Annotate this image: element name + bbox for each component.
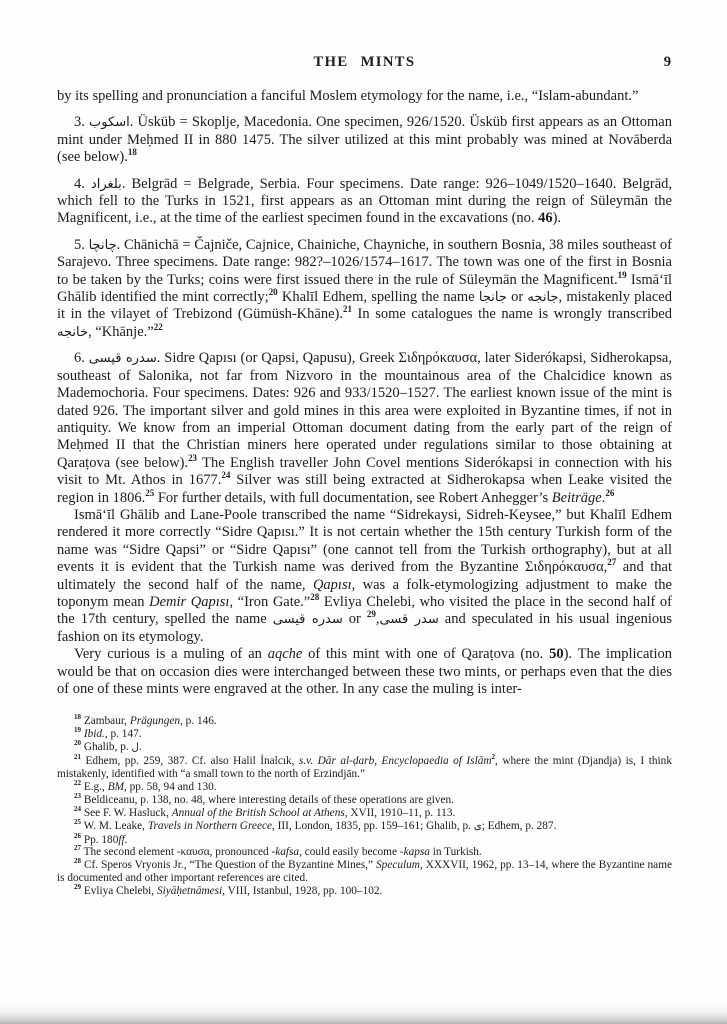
text-run: Annual of the British School at Athens	[171, 806, 345, 819]
arabic-text: سدر قسی	[379, 612, 439, 628]
text-run: Ghalib, p.	[83, 741, 132, 754]
text-run: E.g.,	[83, 780, 108, 793]
arabic-text: سدره قیسی	[272, 612, 343, 628]
footnote-number: 21	[74, 753, 81, 762]
footnote-number: 29	[74, 883, 81, 892]
page-number: 9	[663, 54, 671, 70]
footnote-number: 23	[74, 792, 81, 801]
text-run: . Üsküb = Skoplje, Macedonia. One specimen, 926/1520. Üsküb first appears as an Ottoman mint under Meḥmed II in 880 1475. The silver utilized at this mint probably was mined at Novāberda (see below).	[57, 114, 672, 166]
footnote-number: 24	[74, 804, 81, 813]
text-run: , mistakenly placed it in the vilayet of Trebizond (Gümüsh-Khāne).	[57, 289, 672, 323]
text-run: ).	[552, 210, 562, 227]
arabic-text: ى	[473, 820, 482, 832]
footnote	[57, 728, 672, 741]
text-run: Evliya Chelebi, who visited the place in the second half of the 17th century, spelled the name	[57, 593, 672, 628]
footnote-ref: 2	[491, 753, 496, 762]
text-run: 6.	[74, 350, 89, 367]
paragraph	[57, 646, 672, 698]
paragraph	[57, 176, 672, 228]
footnote-ref: 21	[342, 304, 352, 315]
footnotes	[57, 715, 672, 898]
text-run: , could easily become -	[299, 846, 404, 859]
arabic-text: بلغراد	[90, 176, 122, 192]
text-run: or	[506, 289, 528, 306]
text-run: Khalīl Edhem, spelling the name	[277, 289, 479, 306]
text-run: Ismā‘īl Ghālib identified the mint correctly;	[57, 271, 673, 306]
footnote	[57, 741, 672, 755]
footnote-number: 18	[74, 713, 81, 722]
text-run: , “Khānje.”	[88, 323, 154, 340]
text-run: , where the mint (Djandja) is, I think mistakenly, identified with “a small town to the north of Erzindjān.”	[57, 755, 672, 781]
footnote	[57, 885, 672, 898]
text-run: See F. W. Hasluck,	[83, 806, 172, 819]
text-run: Pp. 180	[83, 833, 119, 846]
text-run: Ibid.	[83, 728, 105, 741]
footnote-number: 25	[74, 817, 81, 826]
footnote	[57, 755, 672, 781]
footnote	[57, 831, 672, 847]
footnote-number: 26	[74, 831, 81, 840]
text-run: kafsa	[275, 846, 300, 859]
text-run: W. M. Leake,	[83, 819, 148, 832]
running-title: THE MINTS	[313, 54, 416, 70]
text-run: 4.	[74, 175, 91, 192]
paragraph	[57, 88, 672, 105]
footnote	[57, 781, 672, 794]
text-run: Evliya Chelebi,	[83, 885, 157, 898]
scan-shadow	[0, 1004, 727, 1024]
text-run: . Belgrād = Belgrade, Serbia. Four specimens. Date range: 926–1049/1520–1640. Belgrād, which fell to the Turks in 1521, first appears as an Ottoman mint during the reign of Süleymān the Magnificent, i.e., at the time of the earliest specimen found in the excavations (no.	[57, 175, 673, 227]
footnote	[57, 794, 672, 807]
running-header	[57, 54, 672, 72]
paragraph	[57, 237, 672, 341]
text-run: . Chānichā = Čajniče, Cajnice, Chainiche, Chayniche, in southern Bosnia, 38 miles southeast of Sarajevo. Three specimens. Date range: 982?–1026/1574–1617. The town was one of the first in Bosnia to be taken by the Turks; coins were first issued there in the rule of Süleymān the Magnificent.	[57, 236, 673, 288]
footnote	[57, 859, 672, 885]
text-run: , p. 146.	[180, 715, 217, 728]
text-run: Prägungen	[129, 715, 181, 728]
footnote	[57, 817, 672, 834]
text-run: ; Edhem, p. 287.	[481, 819, 557, 832]
text-run: .	[601, 489, 606, 506]
text-run: and that ultimately the second half of the name,	[57, 559, 672, 593]
text-run: For further details, with full documentation, see Robert Anhegger’s	[154, 489, 552, 506]
footnote	[57, 846, 672, 859]
text-run: Ismā‘īl Ghālib and Lane-Poole transcribed the name “Sidrekaysi, Sidreh-Keysee,” but Khalīl Edhem rendered it more correctly “Sidre Qapısı.” It is not certain whether the 15th century Turkish form of the name was “Sidre Qapsi” or “Sidre Qapısı” (one cannot tell from the Turkish orthography), but at all events it is evident that the Turkish name was derived from the Byzantine Σιδηρόκαυσα,	[57, 506, 672, 576]
footnote-ref: 22	[153, 322, 163, 333]
footnote-ref: 18	[127, 147, 137, 158]
footnote-number: 22	[74, 779, 81, 788]
text-run: 46	[538, 210, 553, 227]
text-run: ,	[375, 611, 380, 628]
text-run: , XVII, 1910–11, p. 113.	[344, 806, 456, 819]
text-run: Encyclopaedia of Islām	[381, 755, 492, 768]
footnote-ref: 20	[268, 287, 278, 298]
text-run: In some catalogues the name is wrongly transcribed	[351, 306, 672, 323]
text-run: or	[342, 611, 367, 628]
text-run: , VIII, Istanbul, 1928, pp. 100–102.	[222, 885, 383, 898]
footnote-number: 20	[74, 739, 81, 748]
text-run: 50	[549, 646, 564, 663]
text-run: , III, London, 1835, pp. 159–161; Ghalib, p.	[272, 819, 474, 832]
text-run: kapsa	[403, 846, 430, 859]
text-run: , pp. 58, 94 and 130.	[124, 780, 217, 793]
text-run: . Sidre Qapısı (or Qapsi, Qapusu), Greek Σιδηρόκαυσα, later Siderókapsi, Sidherokapsa, southeast of Salonika, not far from Nizvoro in the mountainous area of the Chalcidice known as Mademochoria. Four specimens. Dates: 926 and 933/1520–1527. The earliest known issue of the mint is dated 926. The important silver and gold mines in this area were exploited in Byzantine times, if not in antiquity. We know from an imperial Ottoman document dating from the early part of the reign of Meḥmed II that the Christian miners here operated under regulations similar to those obtaining at Qaraṭova (see below).	[57, 350, 672, 471]
text-run: Zambaur,	[83, 715, 130, 728]
text-run: ). The implication would be that on occasion dies were interchanged between these two mints, or perhaps even that the dies of one of these mints were engraved at the other. In any case the muling is inter-	[57, 646, 672, 697]
text-run: Edhem, pp. 259, 387. Cf. also Halil İnalcık,	[85, 755, 299, 768]
footnote-number: 27	[74, 844, 81, 853]
body-text	[57, 88, 672, 698]
text-run: , XXXVII, 1962, pp. 13–14, where the Byzantine name is documented and other important references are cited.	[57, 859, 672, 885]
text-run: ff	[118, 833, 125, 846]
text-run: of this mint with one of Qaraṭova (no.	[302, 646, 550, 663]
text-run: The second element -καυσα, pronounced -	[83, 846, 276, 859]
text-run: Beiträge	[551, 489, 602, 506]
footnote-number: 28	[74, 857, 81, 866]
arabic-text: جانجا	[478, 290, 507, 306]
footnote-ref: 24	[221, 470, 231, 481]
footnote	[57, 715, 672, 728]
text-run: and speculated in his usual ingenious fashion on its etymology.	[57, 611, 672, 645]
text-run: 3.	[74, 114, 89, 131]
footnote-ref: 29	[366, 609, 376, 620]
text-run: by its spelling and pronunciation a fanciful Moslem etymology for the name, i.e., “Islam-abundant.”	[57, 88, 639, 104]
arabic-text: اسكوب	[89, 115, 130, 131]
text-run: BM	[107, 780, 124, 793]
text-run: Silver was still being extracted at Sidherokapsa when Leake visited the region in 1806.	[57, 472, 672, 506]
text-run: Very curious is a muling of an	[74, 646, 268, 663]
footnote-ref: 27	[607, 557, 617, 568]
text-run: Siyāḥetnāmesi	[156, 885, 223, 898]
text-run: Travels in Northern Greece	[147, 819, 272, 832]
paragraph	[57, 114, 672, 166]
footnote	[57, 804, 672, 820]
paragraph	[57, 350, 672, 507]
text-run: aqche	[267, 646, 303, 663]
text-run: Speculum	[376, 859, 420, 872]
text-run: Demir Qapısı	[149, 593, 230, 610]
text-run: Beldiceanu, p. 138, no. 48, where interesting details of these operations are given.	[83, 793, 455, 806]
arabic-text: جانجه	[527, 290, 559, 306]
text-run: Cf. Speros Vryonis Jr., “The Question of the Byzantine Mines,”	[84, 859, 377, 872]
text-run: .	[138, 741, 142, 754]
footnote-number: 19	[74, 726, 81, 735]
text-run: The English traveller John Covel mentions Siderókapsi in connection with his visit to Mt. Athos in 1677.	[57, 454, 672, 489]
text-run: .	[124, 833, 128, 846]
text-run: Qapısı	[312, 576, 352, 593]
arabic-text: چانچا	[88, 237, 117, 253]
footnote-ref: 19	[617, 269, 627, 280]
footnote-ref: 23	[188, 452, 198, 463]
text-run: , p. 147.	[104, 728, 142, 741]
text-run: , was a folk-etymologizing adjustment to make the toponym mean	[57, 576, 672, 610]
text-run: in Turkish.	[429, 846, 482, 859]
text-run: ,	[374, 755, 382, 768]
arabic-text: خانجه	[57, 324, 89, 340]
arabic-text: ل	[131, 742, 139, 754]
text-run: s.v. Dār al-ḍarb	[298, 755, 375, 768]
text-run: 5.	[74, 236, 89, 253]
text-run: , “Iron Gate.”	[229, 593, 311, 610]
footnote-ref: 28	[310, 592, 320, 603]
arabic-text: سدره قپسی	[88, 351, 157, 367]
footnote-ref: 25	[145, 487, 155, 498]
paragraph	[57, 507, 672, 646]
footnote-ref: 26	[605, 487, 615, 498]
